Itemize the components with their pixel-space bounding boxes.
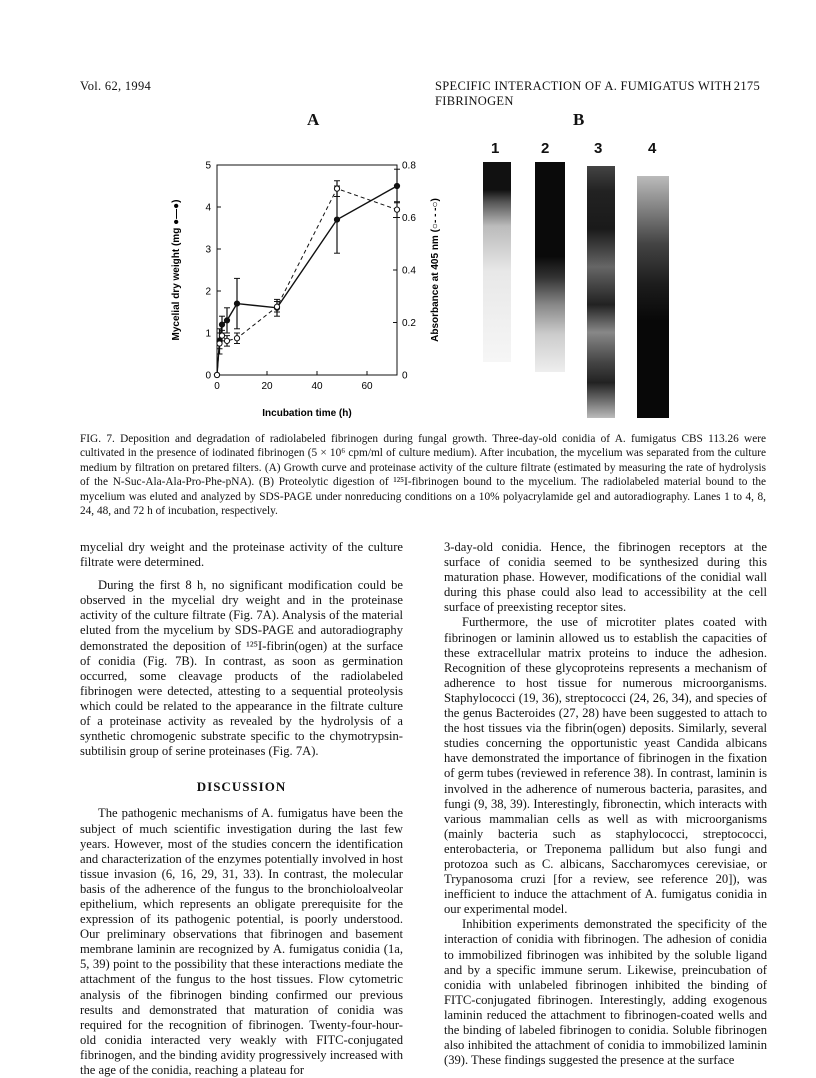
gel-lane-3	[587, 166, 615, 418]
data-point-dry-weight	[234, 301, 239, 306]
running-header	[80, 79, 760, 108]
series-line-absorbance	[217, 189, 397, 375]
paragraph: During the first 8 h, no significant modification could be observed in the mycelial dry weight and in the proteinase activity of the culture filtrate (Fig. 7A). Analysis of the material eluted from the mycelium by SDS-PAGE and autoradiography demonstrated the deposition of ¹²⁵I-fibrin(ogen) at the surface of conidia (Fig. 7B). In contrast, as soon as germination occurred, some cleavage products of the radiolabeled fibrinogen were detected, attesting to a sequential proteolysis which could be related to the appearance in the filtrate culture of a proteinase activity as revealed by the hydrolysis of a synthetic chromogenic substrate specific to the chymotrypsin-subtilisin group of serine proteinases (Fig. 7A).	[80, 578, 403, 759]
x-tick-label: 20	[261, 381, 273, 392]
gel-lane-2	[535, 162, 565, 372]
series-line-dry-weight	[217, 186, 397, 375]
lane-number-3: 3	[594, 140, 603, 157]
figure-caption: FIG. 7. Deposition and degradation of radiolabeled fibrinogen during fungal growth. Three-day-old conidia of A. fumigatus CBS 113.26 were cultivated in the presence of iodinated fibrinogen (5 × 10⁶ cpm/ml of culture medium). After incubation, the mycelium was separated from the culture medium by filtration on pretared filters. (A) Growth curve and proteinase activity of the culture filtrate (estimated by measuring the rate of hydrolysis of the N-Suc-Ala-Ala-Pro-Phe-pNA). (B) Proteolytic digestion of ¹²⁵I-fibrinogen bound to the mycelium. The radiolabeled material bound to the mycelium was eluted and analyzed by SDS-PAGE under nonreducing conditions on a 10% polyacrylamide gel and autoradiography. Lanes 1 to 4, 8, 24, 48, and 72 h of incubation, respectively.	[80, 433, 766, 518]
gel-lane-1	[483, 162, 511, 362]
journal-volume: Vol. 62, 1994	[80, 79, 152, 93]
data-point-absorbance	[334, 186, 339, 191]
panel-b-label: B	[573, 110, 585, 129]
figure-7	[171, 110, 765, 430]
x-tick-label: 0	[214, 381, 220, 392]
y-left-tick-label: 2	[205, 286, 211, 298]
paragraph: mycelial dry weight and the proteinase activity of the culture filtrate were determined.	[80, 540, 403, 570]
lane-number-1: 1	[491, 140, 500, 157]
lane-number-4: 4	[648, 140, 657, 157]
data-point-dry-weight	[334, 217, 339, 222]
y-right-tick-label: 0	[402, 370, 408, 382]
paragraph: 3-day-old conidia. Hence, the fibrinogen receptors at the surface of conidia seemed to be synthesized during this maturation phase. However, modifications of the conidial wall during this phase could also lead to accessibility at the cell surface of preexisting receptor sites.	[444, 540, 767, 615]
y-right-tick-label: 0.8	[402, 160, 416, 172]
data-point-dry-weight	[224, 318, 229, 323]
section-heading-discussion: DISCUSSION	[196, 779, 287, 795]
x-tick-label: 60	[361, 381, 373, 392]
paragraph: The pathogenic mechanisms of A. fumigatus have been the subject of much scientific investigation during the last few years. However, most of the studies concern the identification and characterization of the enzymes potentially involved in host tissue invasion (6, 16, 29, 31, 33). In contrast, the molecular basis of the adherence of the fungus to the bronchioloalveolar epithelium, which represents an obligate prerequisite for the expression of its pathogenic potential, is poorly understood. Our preliminary observations that fibrinogen and basement membrane laminin are recognized by A. fumigatus conidia (1a, 5, 39) point to the possibility that these interactions mediate the attachment of the fungus to the host tissues. Flow cytometric analysis of the fibrinogen binding confirmed our previous results and demonstrated that maturation of conidia was required for the recognition of fibrinogen. Twenty-four-hour-old conidia interacted very weakly with FITC-conjugated fibrinogen, and the binding avidity progressively increased with the age of the conidia, reaching a plateau for	[80, 806, 403, 1077]
data-point-absorbance	[394, 207, 399, 212]
y-left-tick-label: 0	[205, 370, 211, 382]
data-point-absorbance	[224, 338, 229, 343]
y-left-tick-label: 3	[205, 244, 211, 256]
paragraph: Furthermore, the use of microtiter plates coated with fibrinogen or laminin allowed us to establish the capacities of these extracellular matrix proteins to induce the adhesion. Recognition of these glycoproteins represents a mechanism of adherence to host tissue for numerous microorganisms. Staphylococci (19, 36), streptococci (24, 26, 34), and species of the genus Bacteroides (27, 28) have been suggested to attach to the host tissues via the fibrin(ogen) deposits. Similarly, several studies concerning the opportunistic yeast Candida albicans have demonstrated the importance of fibrinogen in the fixation of germ tubes (reviewed in reference 38). In contrast, laminin is involved in the adherence of numerous bacteria, parasites, and fungi (9, 38, 39). Interestingly, fibronectin, which interacts with various mammalian cells as well as with microorganisms (mainly bacteria such as staphylococci, streptococci, enterobacteria, or Treponema pallidum but also fungi and protozoa such as C. albicans, Saccharomyces cerevisiae, or Trypanosoma cruzi [for a review, see reference 20]), was inefficient to induce the attachment of A. fumigatus conidia in our experimental model.	[444, 615, 767, 917]
x-axis-title: Incubation time (h)	[262, 408, 352, 419]
y-left-tick-label: 5	[205, 160, 211, 172]
data-point-absorbance	[219, 333, 224, 338]
y-axis-left-title: Mycelial dry weight (mg ●—●)	[171, 199, 182, 341]
y-right-tick-label: 0.4	[402, 265, 416, 277]
x-tick-label: 40	[311, 381, 323, 392]
data-point-absorbance	[274, 304, 279, 309]
growth-proteinase-chart	[171, 110, 445, 422]
y-left-tick-label: 4	[205, 202, 211, 214]
y-left-tick-label: 1	[205, 328, 211, 340]
panel-a-label: A	[307, 110, 320, 129]
page-number: 2175	[733, 79, 760, 93]
chart-axes	[205, 161, 416, 393]
chart-marks	[214, 169, 400, 377]
data-point-dry-weight	[394, 183, 399, 188]
gel-lane-4	[637, 176, 669, 418]
data-point-absorbance	[214, 372, 219, 377]
data-point-absorbance	[217, 341, 222, 346]
plot-frame	[217, 165, 397, 375]
lane-number-2: 2	[541, 140, 550, 157]
y-axis-right-title: Absorbance at 405 nm (○- - -○)	[430, 198, 441, 342]
paragraph: Inhibition experiments demonstrated the specificity of the interaction of conidia with fibrinogen. The adhesion of conidia to immobilized fibrinogen was inhibited by the soluble ligand and by a specific immune serum. Likewise, preincubation of conidia with unlabeled fibrinogen inhibited the binding of FITC-conjugated fibrinogen. Interestingly, adding exogenous laminin reduced the attachment to fibrinogen-coated wells and the binding of labeled fibrinogen to conidia. Soluble fibrinogen also inhibited the attachment of conidia to immobilized laminin (39). These findings suggested the presence at the surface	[444, 917, 767, 1068]
y-right-tick-label: 0.6	[402, 213, 416, 224]
data-point-dry-weight	[219, 322, 224, 327]
data-point-absorbance	[234, 336, 239, 341]
text-column-left	[80, 540, 403, 1078]
running-title: SPECIFIC INTERACTION OF A. FUMIGATUS WITH FIBRINOGEN	[435, 79, 732, 108]
y-right-tick-label: 0.2	[402, 318, 416, 329]
text-column-right	[444, 540, 767, 1068]
